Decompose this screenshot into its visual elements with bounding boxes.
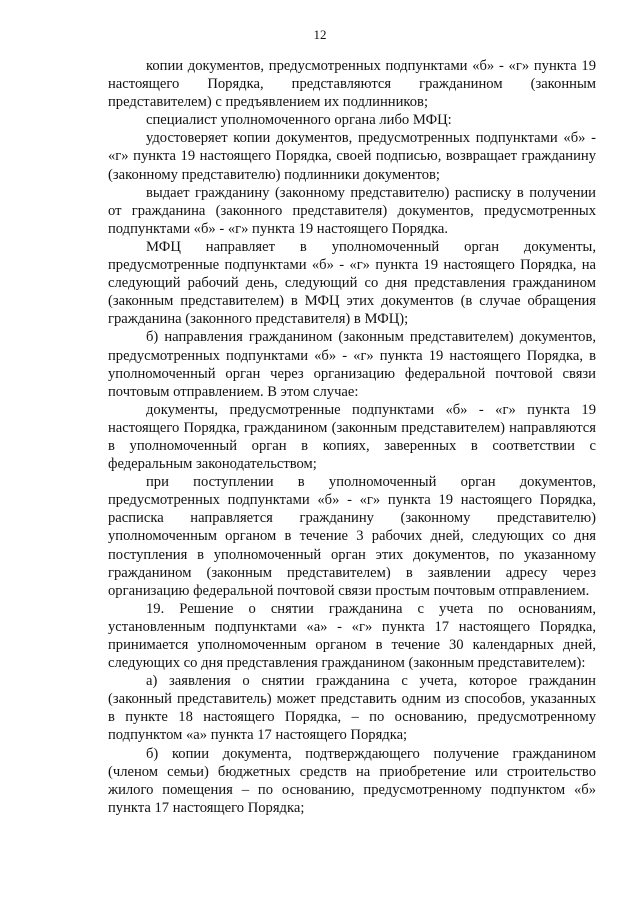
paragraph-item-a-application: а) заявления о снятии гражданина с учета, которое гражданин (законный представитель) может представить одним из способов, указанных в пункте 18 настоящего Порядка, – по основанию, предусмотренному подпунктом «а» пункта 17 настоящего Порядка; bbox=[108, 673, 596, 744]
document-body bbox=[108, 57, 596, 817]
paragraph-mfc-sends: МФЦ направляет в уполномоченный орган документы, предусмотренные подпунктами «б» - «г» пункта 19 настоящего Порядка, на следующий рабочий день, следующий со дня представления гражданином (законным представителем) в МФЦ этих документов (в случае обращения гражданина (законного представителя) в МФЦ); bbox=[108, 238, 596, 328]
paragraph-copies-presented: копии документов, предусмотренных подпунктами «б» - «г» пункта 19 настоящего Порядка, представляются гражданином (законным представителем) с предъявлением их подлинников; bbox=[108, 58, 596, 111]
paragraph-section-19: 19. Решение о снятии гражданина с учета по основаниям, установленным подпунктами «а» - «г» пункта 17 настоящего Порядка, принимается уполномоченным органом в течение 30 календарных дней, следующих со дня представления гражданином (законным представителем): bbox=[108, 600, 596, 672]
paragraph-documents-copies: документы, предусмотренные подпунктами «б» - «г» пункта 19 настоящего Порядка, гражданином (законным представителем) направляются в уполномоченный орган в копиях, заверенных в соответствии с федеральным законодательством; bbox=[108, 401, 596, 473]
page-number: 12 bbox=[313, 27, 327, 42]
paragraph-specialist: специалист уполномоченного органа либо МФЦ: bbox=[146, 112, 452, 129]
paragraph-certifies-copies: удостоверяет копии документов, предусмотренных подпунктами «б» - «г» пункта 19 настоящего Порядка, своей подписью, возвращает гражданину (законному представителю) подлинники документов; bbox=[108, 130, 596, 183]
paragraph-issues-receipt: выдает гражданину (законному представителю) расписку в получении от гражданина (законного представителя) документов, предусмотренных подпунктами «б» - «г» пункта 19 настоящего Порядка. bbox=[108, 184, 596, 237]
paragraph-receipt-mailed: при поступлении в уполномоченный орган документов, предусмотренных подпунктами «б» - «г» пункта 19 настоящего Порядка, расписка направляется гражданину (законному представителю) уполномоченным органом в течение 3 рабочих дней, следующих со дня поступления в уполномоченный орган этих документов, по указанному гражданином (законным представителем) в заявлении адресу через организацию федеральной почтовой связи простым почтовым отправлением. bbox=[108, 474, 596, 599]
paragraph-item-b-postal: б) направления гражданином (законным представителем) документов, предусмотренных подпунктами «б» - «г» пункта 19 настоящего Порядка, в уполномоченный орган через организацию федеральной почтовой связи почтовым отправлением. В этом случае: bbox=[108, 329, 596, 400]
paragraph-item-b-document: б) копии документа, подтверждающего получение гражданином (членом семьи) бюджетных средств на приобретение или строительство жилого помещения – по основанию, предусмотренному подпунктом «б» пункта 17 настоящего Порядка; bbox=[108, 745, 596, 816]
